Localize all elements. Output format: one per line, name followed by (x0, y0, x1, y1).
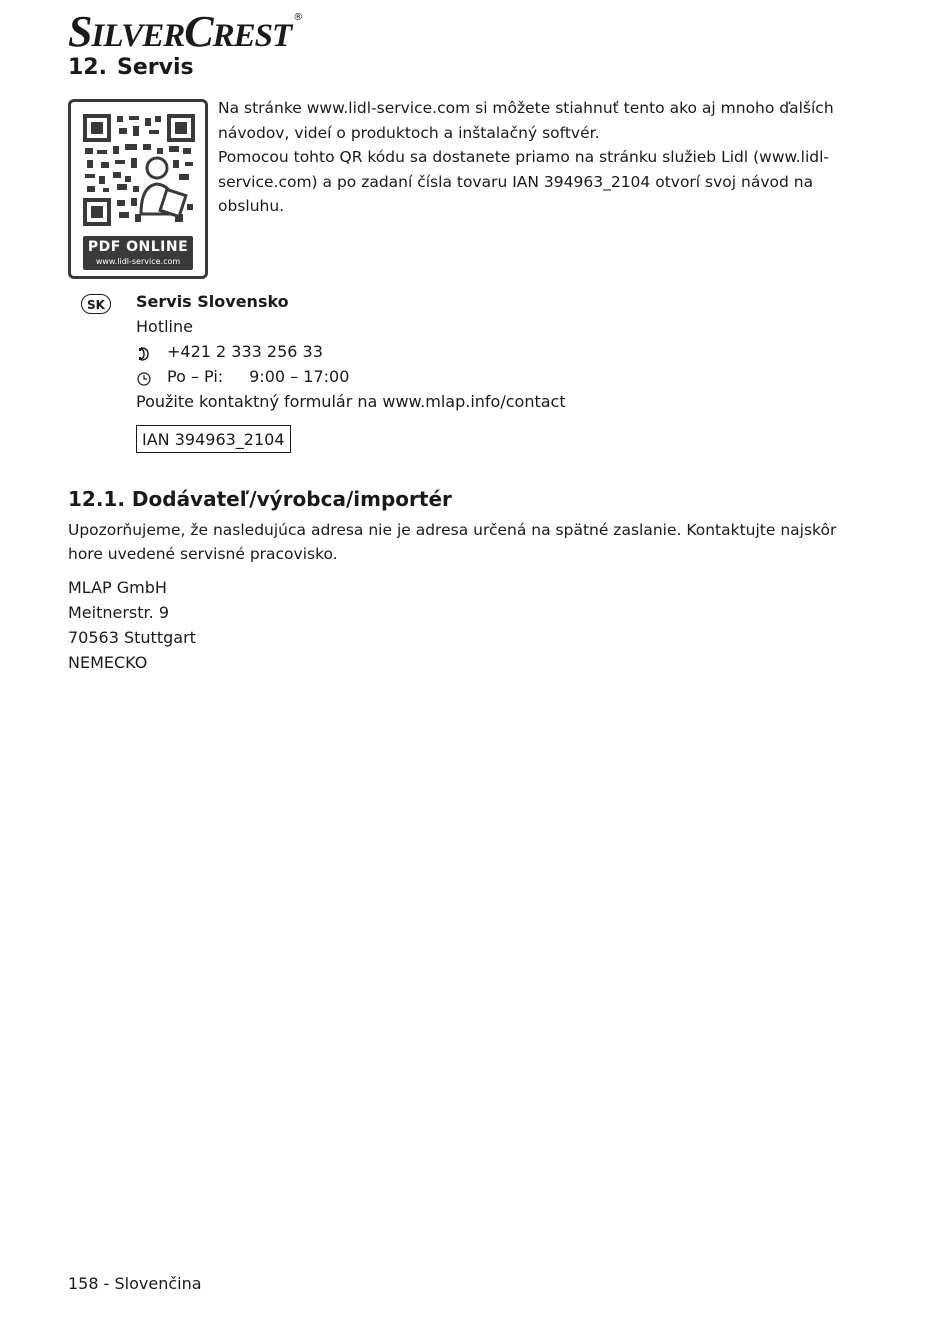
hours-days: Po – Pi: (167, 367, 224, 386)
qr-code-panel[interactable] (68, 99, 208, 279)
hours-row (136, 364, 566, 389)
intro-text (218, 96, 878, 219)
phone-number[interactable]: +421 2 333 256 33 (167, 342, 323, 361)
address-company: MLAP GmbH (68, 578, 167, 597)
section-heading (68, 55, 194, 80)
intro-paragraph-2: Pomocou tohto QR kódu sa dostanete priamo na stránku služieb Lidl (www.lidl-service.com) a po zadaní čísla tovaru IAN 394963_2104 otvorí svoj návod na obsluhu. (218, 148, 830, 215)
phone-row (136, 339, 566, 364)
country-badge: SK (81, 294, 111, 314)
supplier-address (68, 575, 196, 675)
pdf-online-label (83, 236, 193, 270)
hours-time: 9:00 – 17:00 (249, 367, 350, 386)
section-title: Servis (116, 55, 194, 80)
address-country: NEMECKO (68, 653, 148, 672)
qr-code-icon (83, 114, 195, 226)
subsection-heading: 12.1. Dodávateľ/výrobca/importér (68, 487, 452, 511)
contact-note: Použite kontaktný formulár na www.mlap.info/contact (136, 392, 566, 411)
clock-icon (136, 369, 152, 385)
registered-mark: ® (293, 12, 303, 23)
service-contact-block (136, 289, 566, 414)
page-footer: 158 - Slovenčina (68, 1274, 202, 1293)
intro-paragraph-1: Na stránke www.lidl-service.com si môžete stiahnuť tento ako aj mnoho ďalších návodov, videí o produktoch a inštalačný softvér. (218, 99, 834, 142)
hotline-label: Hotline (136, 317, 193, 336)
ian-number-box: IAN 394963_2104 (136, 425, 291, 453)
address-city: 70563 Stuttgart (68, 628, 196, 647)
service-title: Servis Slovensko (136, 292, 289, 311)
return-notice: Upozorňujeme, že nasledujúca adresa nie je adresa určená na spätné zaslanie. Kontaktujte najskôr hore uvedené servisné pracovisko. (68, 521, 837, 563)
address-street: Meitnerstr. 9 (68, 603, 169, 622)
section-number: 12. (68, 55, 107, 80)
silvercrest-logo: SILVERCREST® (68, 7, 303, 56)
pdf-online-url: www.lidl-service.com (95, 257, 181, 266)
pdf-online-title: PDF ONLINE (87, 239, 189, 255)
phone-icon (136, 344, 152, 360)
